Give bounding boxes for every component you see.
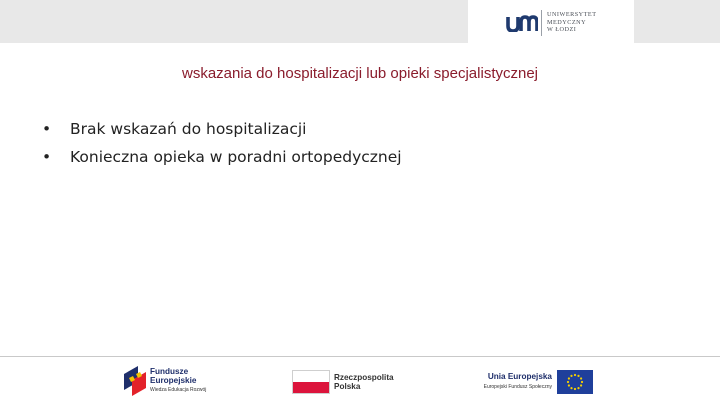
rp-line-1: Rzeczpospolita [334, 373, 394, 382]
university-name-line-3: W ŁODZI [547, 26, 577, 34]
funding-footer [0, 357, 720, 405]
eu-flag-icon [557, 370, 593, 394]
ue-subtitle: Europejski Fundusz Społeczny [483, 384, 552, 390]
university-name [547, 11, 597, 34]
logo-separator [541, 10, 542, 36]
university-logo [468, 0, 634, 43]
bullet-dot-icon: • [42, 148, 52, 166]
fe-subtitle: Wiedza Edukacja Rozwój [150, 387, 207, 393]
fe-line-2: Europejskie [150, 376, 197, 385]
bullet-item [42, 115, 402, 143]
fe-line-1: Fundusze [150, 367, 189, 376]
university-name-line-1: UNIWERSYTET [547, 11, 597, 18]
bullet-text: Konieczna opieka w poradni ortopedycznej [70, 148, 402, 166]
unia-europejska-text [476, 372, 552, 392]
fundusze-europejskie-text [150, 367, 206, 395]
ue-line-1: Unia Europejska [487, 372, 552, 381]
um-logo-icon [506, 14, 538, 32]
rp-line-2: Polska [334, 382, 361, 391]
bullet-list [42, 115, 402, 171]
bullet-text: Brak wskazań do hospitalizacji [70, 120, 307, 138]
fundusze-europejskie-icon [124, 366, 146, 396]
polish-flag-icon [292, 370, 330, 394]
bullet-item [42, 143, 402, 171]
bullet-dot-icon: • [42, 120, 52, 138]
rzeczpospolita-text [334, 373, 394, 391]
slide-title: wskazania do hospitalizacji lub opieki specjalistycznej [181, 65, 538, 82]
university-name-line-2: MEDYCZNY [547, 18, 587, 26]
